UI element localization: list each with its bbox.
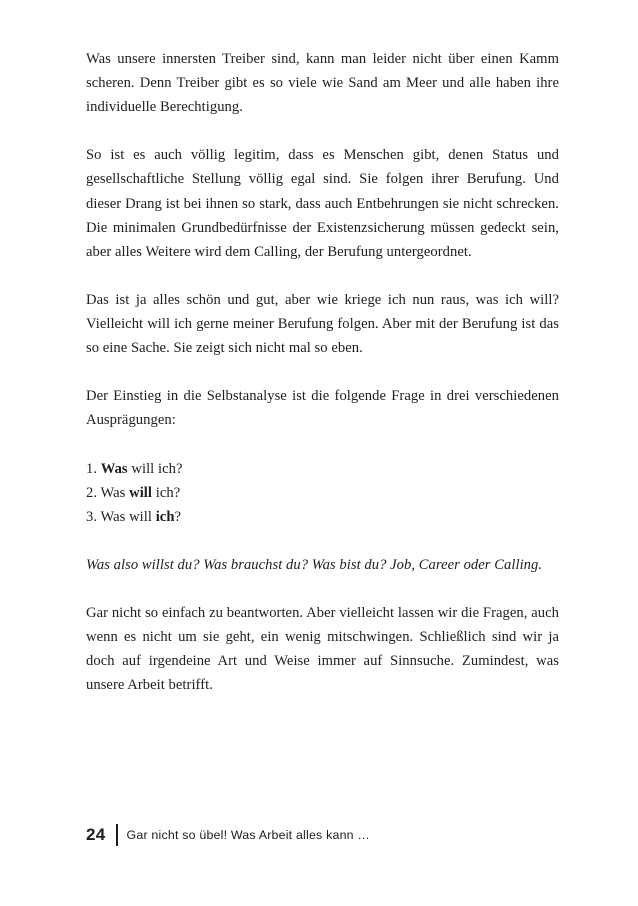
- list-item: [86, 457, 559, 481]
- list-item-text-after: ?: [174, 508, 182, 525]
- italic-question-text: Was also willst du? Was brauchst du? Was bist du? Job, Career oder Calling.: [86, 556, 543, 573]
- paragraph-italic-question: [86, 553, 559, 577]
- paragraph-1: Was unsere innersten Treiber sind, kann man leider nicht über einen Kamm scheren. Denn Treiber gibt es so viele wie Sand am Meer und alle haben ihre individuelle Berechtigung.: [86, 51, 559, 116]
- list-item-text-before: Was will: [100, 508, 156, 525]
- list-item: [86, 505, 559, 529]
- list-item-text-after: will ich?: [127, 460, 183, 477]
- list-item-emphasis: will: [129, 484, 153, 501]
- paragraph-3: Das ist ja alles schön und gut, aber wie kriege ich nun raus, was ich will? Vielleicht will ich gerne meiner Berufung folgen. Aber mit der Berufung ist das so eine Sache. Sie zeigt sich nicht mal so eben.: [86, 291, 559, 357]
- list-item-number: 2.: [86, 484, 98, 501]
- paragraph-4: Der Einstieg in die Selbstanalyse ist die folgende Frage in drei verschiedenen Ausprägungen:: [86, 388, 559, 429]
- page-number: 24: [86, 825, 106, 844]
- paragraph-6: Gar nicht so einfach zu beantworten. Aber vielleicht lassen wir die Fragen, auch wenn es nicht um sie geht, ein wenig mitschwingen. Schließlich sind wir ja doch auf irgendeine Art und Weise immer auf Sinnsuche. Zumindest, was unsere Arbeit betrifft.: [86, 605, 559, 694]
- list-item-number: 1.: [86, 460, 98, 477]
- footer-divider: [116, 824, 118, 846]
- body-text: [86, 47, 559, 722]
- list-item: [86, 481, 559, 505]
- list-item-emphasis: ich: [155, 508, 175, 525]
- list-item-number: 3.: [86, 508, 98, 525]
- question-list: [86, 457, 559, 529]
- running-title: Gar nicht so übel! Was Arbeit alles kann …: [126, 828, 370, 842]
- list-item-text-after: ich?: [152, 484, 181, 501]
- list-item-text-before: Was: [100, 484, 130, 501]
- list-item-emphasis: Was: [100, 460, 128, 477]
- paragraph-2: So ist es auch völlig legitim, dass es Menschen gibt, denen Status und gesellschaftliche Stellung völlig egal sind. Sie folgen ihrer Berufung. Und dieser Drang ist bei ihnen so stark, dass auch Entbehrungen sie nicht schrecken. Die minimalen Grundbedürfnisse der Existenzsicherung müssen gedeckt sein, aber alles Weitere wird dem Calling, der Berufung untergeordnet.: [86, 147, 559, 260]
- page-footer: [86, 822, 370, 848]
